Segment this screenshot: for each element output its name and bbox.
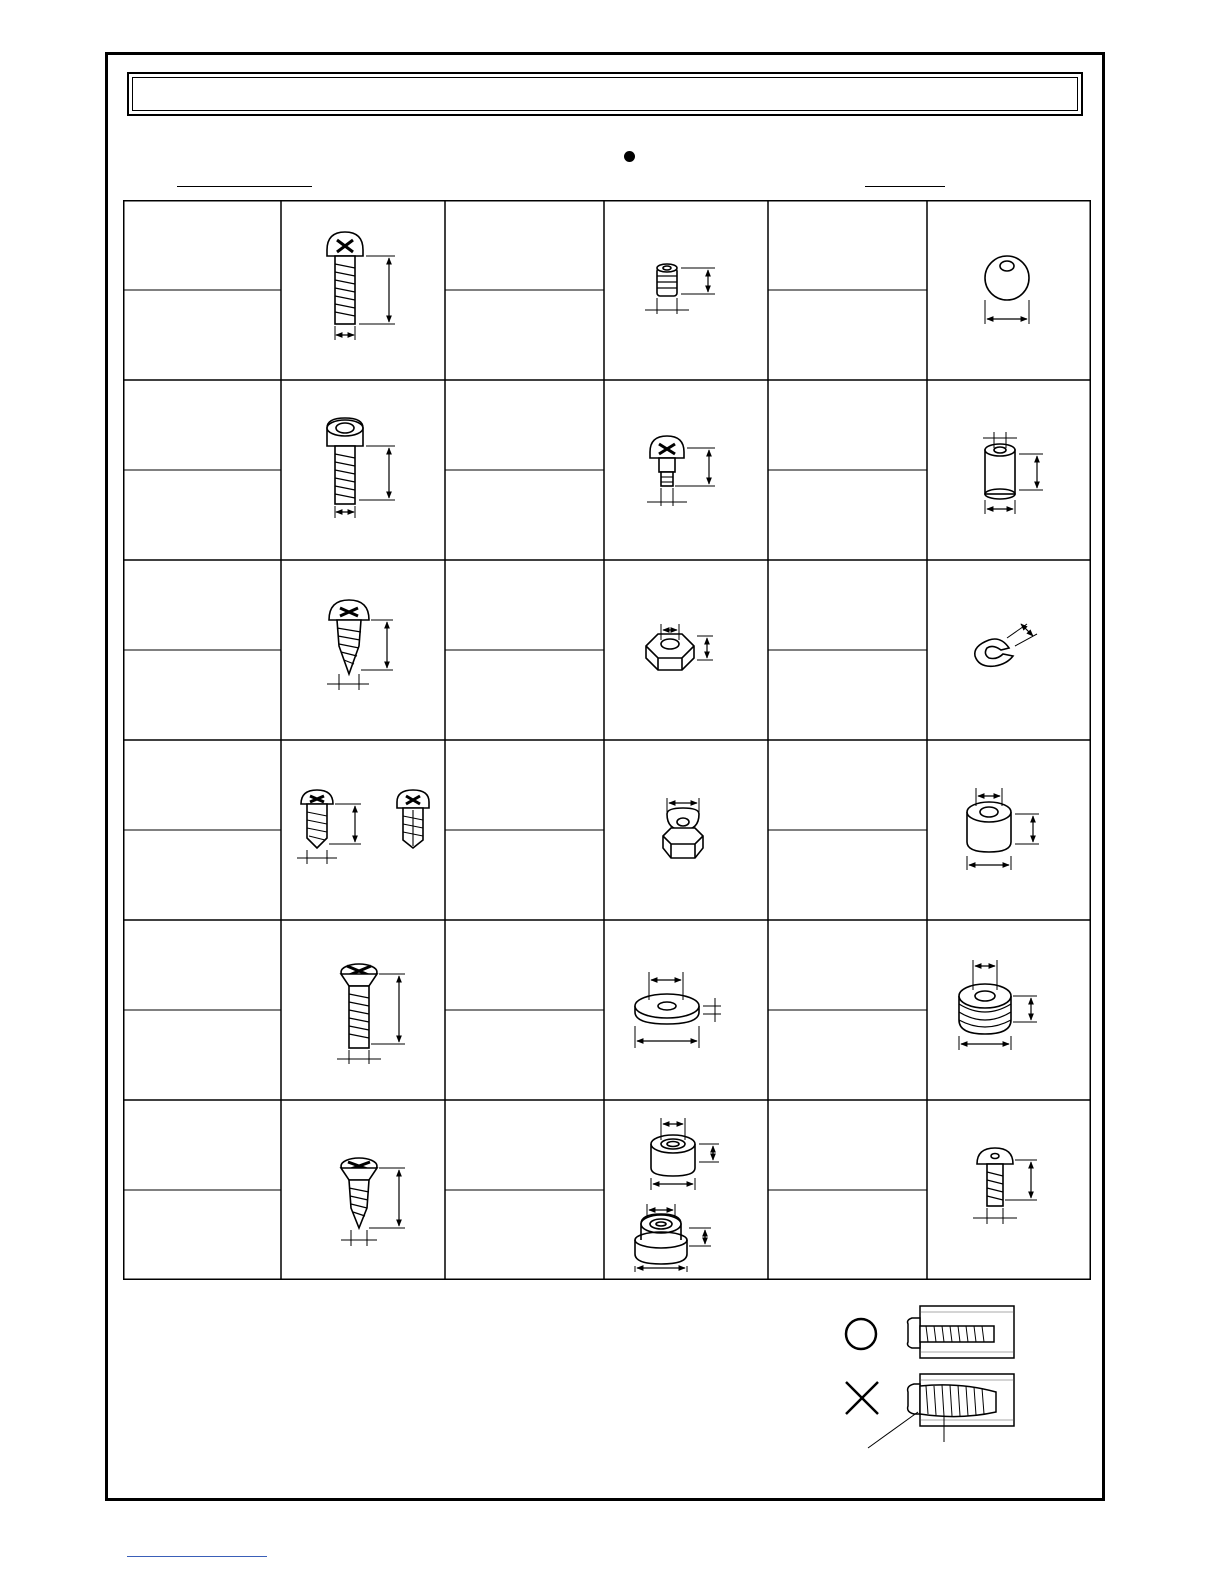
set-screw-icon	[645, 264, 715, 314]
fitting-legend	[820, 1296, 1060, 1476]
e-ring-icon	[975, 624, 1037, 666]
circle-correct-icon	[846, 1319, 876, 1349]
title-box	[127, 72, 1083, 116]
bullet-icon	[624, 151, 635, 162]
cap-head-screw-icon	[327, 418, 395, 518]
button-head-screw-icon	[973, 1148, 1037, 1224]
hex-nut-icon	[646, 624, 713, 670]
steel-ball-icon	[985, 256, 1029, 324]
cross-wrong-icon	[846, 1382, 878, 1414]
wrong-fitting-diagram	[868, 1374, 1014, 1448]
countersunk-tapping-screw-icon	[341, 1158, 405, 1246]
tube-spacer-icon	[983, 432, 1043, 514]
underline-left	[177, 186, 312, 187]
self-tapping-screw-icon	[327, 600, 393, 690]
page-title	[132, 77, 1078, 111]
shoulder-screw-icon	[647, 436, 715, 506]
thick-spacer-icon	[967, 788, 1039, 870]
table-grid	[123, 200, 1091, 1280]
underline-right	[865, 186, 945, 187]
footer-link-underline[interactable]	[127, 1556, 267, 1557]
spring-washer-stack-icon	[959, 960, 1037, 1050]
pan-head-machine-screw-icon	[327, 232, 395, 340]
flat-washer-icon	[635, 972, 721, 1048]
countersunk-screw-icon	[337, 964, 405, 1064]
short-tapping-screws-icon	[297, 790, 429, 864]
parts-table	[123, 200, 1091, 1280]
correct-fitting-diagram	[908, 1306, 1015, 1358]
ball-bearings-icon	[635, 1118, 719, 1272]
nylon-lock-nut-icon	[663, 798, 703, 858]
